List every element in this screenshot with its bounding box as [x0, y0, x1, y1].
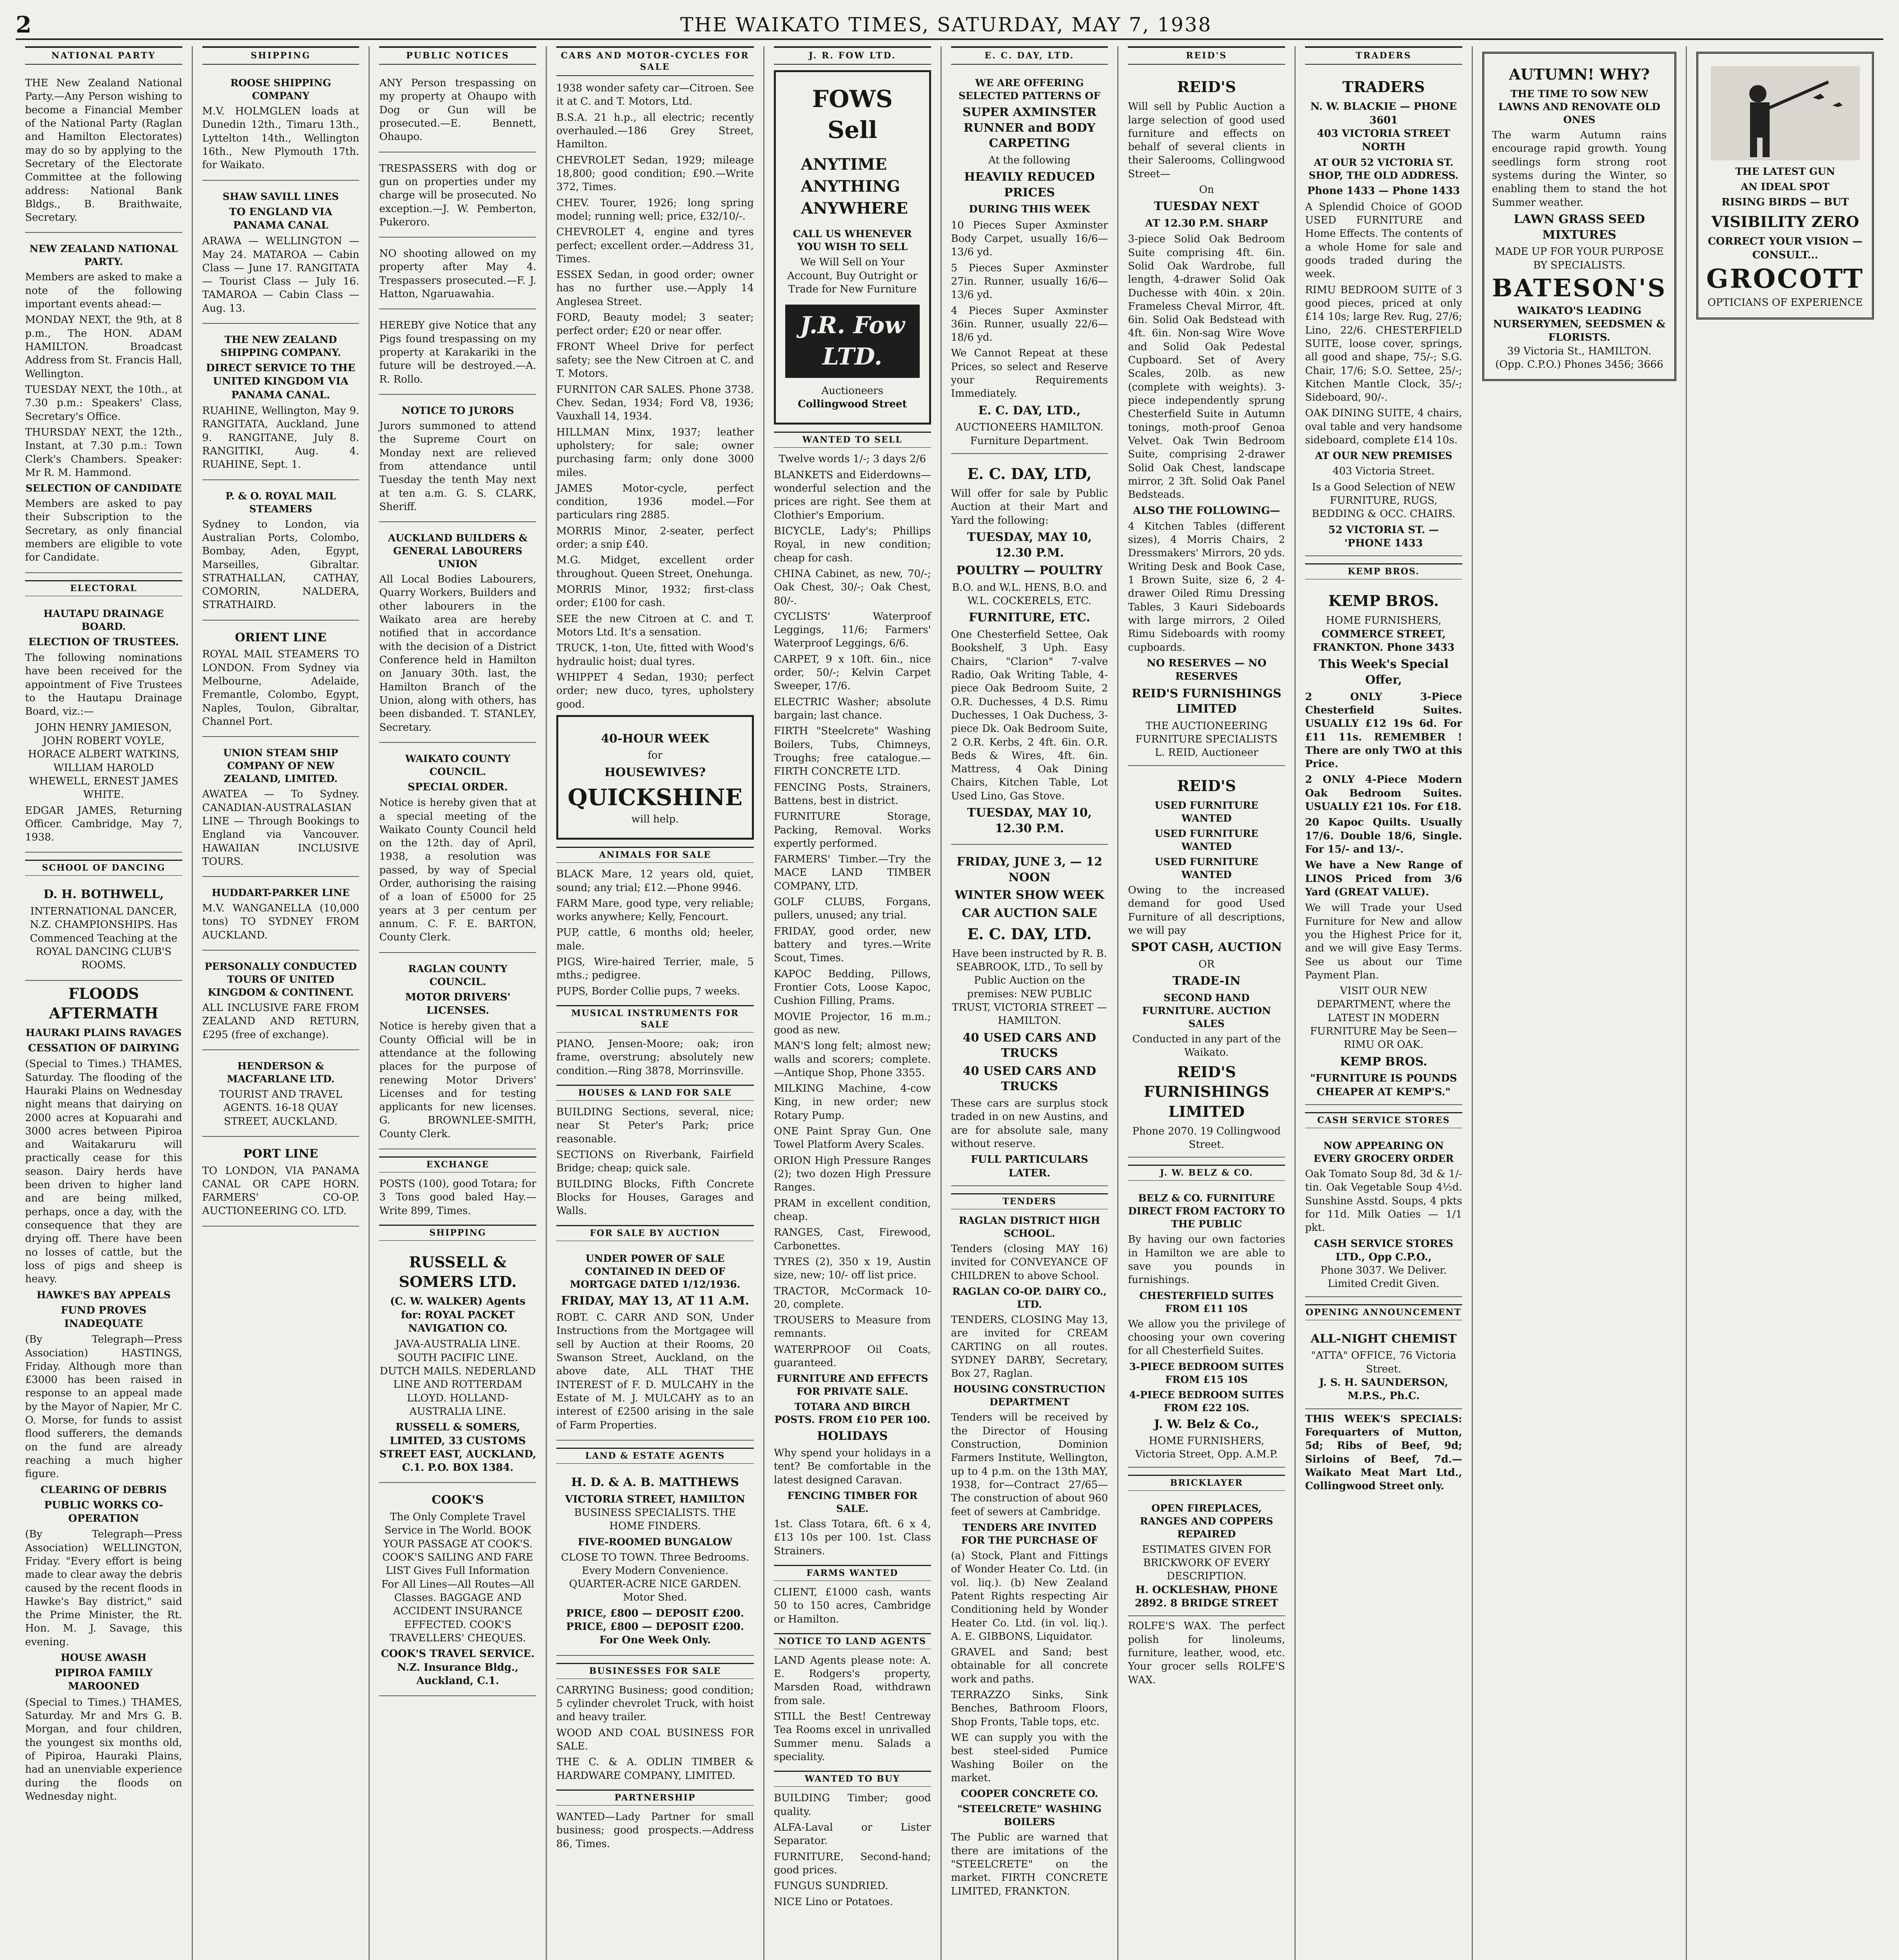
section-head: WANTED TO SELL — [774, 432, 931, 448]
column-head: CARS AND MOTOR-CYCLES FOR SALE — [556, 46, 754, 76]
column-head: E. C. DAY, LTD. — [951, 46, 1108, 65]
story-floods: FLOODS AFTERMATH HAURAKI PLAINS RAVAGES CESSATION OF DAIRYING (Special to Times.) THAMES, Saturday. The flooding of the Hauraki Plains on Wednesday night means that dairying on 2000 acres at Kopuarahi and 3000 acres between Pipiroa and Waitakaruru will practically cease for this season. Dairy herds have been driven to higher land and are being milked, perhaps, once a day, with the consequence that they are drying off. There have been no losses of cattle, but the loss of pigs and sheep is heavy. — [25, 984, 182, 1285]
ad-quickshine: 40-HOUR WEEK for HOUSEWIVES? QUICKSHINE will help. — [556, 715, 754, 840]
ad-dancing: D. H. BOTHWELL, INTERNATIONAL DANCER, N.Z. CHAMPIONSHIPS. Has Commenced Teaching at the ROYAL DANCING CLUB'S ROOMS. — [25, 880, 182, 980]
ad-bricklayer: OPEN FIREPLACES, RANGES AND COPPERS REPAIRED ESTIMATES GIVEN FOR BRICKWORK OF EVERY DESCRIPTION. H. OCKLESHAW, PHONE 2892. 8 BRIDGE STREET — [1128, 1495, 1285, 1617]
column-3: PUBLIC NOTICES ANY Person trespassing on my property at Ohaupo with Dog or Gun will be prosecuted.—E. Bennett, Ohaupo. TRESPASSERS with dog or gun on properties under my charge will be prosecuted. No exception.—J. W. Pemberton, Pukeroro. NO shooting allowed on my property after May 4. Trespassers prosecuted.—F. J. Hatton, Ngaruawahia. HEREBY give Notice that any Pigs found trespassing on my property at Karakariki in the future will be destroyed.—A. R. Rollo. NOTICE TO JURORS Jurors summoned to attend the Supreme Court on Monday next are relieved from attendance until Tuesday the tenth May next at ten a.m. G. S. CLARK, Sheriff. AUCKLAND BUILDERS & GENERAL LABOURERS UNION All Local Bodies Labourers, Quarry Workers, Builders and other labourers in the Waikato area are hereby notified that in accordance with the decision of a District Conference held in Hamilton on January 30th. last, the Hamilton Branch of the Union, along with others, has been disbanded. T. STANLEY, Secretary. WAIKATO COUNTY COUNCIL. SPECIAL ORDER. Notice is hereby given that at a special meeting of the Waikato County Council held on the 12th. day of April, 1938, a resolution was passed, by way of Special Order, authorising the raising of a loan of £5000 for 25 years at 3 per centum per annum. C. F. E. BARTON, County Clerk. RAGLAN COUNTY COUNCIL. MOTOR DRIVERS' LICENSES. Notice is hereby given that a County Official will be in attendance at the following places for the purpose of renewing Motor Drivers' Licenses and for testing applicants for new licenses. G. BROWNLEE-SMITH, County Clerk. EXCHANGE POSTS (100), good Totara; for 3 Tons good baled Hay.—Write 899, Times. SHIPPING RUSSELL & SOMERS LTD. (C. W. WALKER) Agents for: ROYAL PACKET NAVIGATION CO. JAVA-AUSTRALIA LINE. SOUTH PACIFIC LINE. DUTCH MAILS. NEDERLAND LINE AND ROTTERDAM LLOYD. HOLLAND-AUSTRALIA LINE. RUSSELL & SOMERS, LIMITED, 33 CUSTOMS STREET EAST, AUCKLAND, C.1. P.O. BOX 1384. COOK'S The Only Complete Travel Service in The World. BOOK YOUR PASSAGE AT COOK'S. COOK'S SAILING AND FARE LIST Gives Full Information For All Lines—All Routes—All Classes. BAGGAGE AND ACCIDENT INSURANCE EFFECTED. COOK'S TRAVELLERS' CHEQUES. COOK'S TRAVEL SERVICE. N.Z. Insurance Bldg., Auckland, C.1. — [370, 46, 547, 1960]
section-head: BUSINESSES FOR SALE — [556, 1663, 754, 1679]
notice-jurors: NOTICE TO JURORS Jurors summoned to attend the Supreme Court on Monday next are relieved from attendance until Tuesday the tenth May next at ten a.m. G. S. CLARK, Sheriff. — [379, 398, 536, 522]
ad-cooks: COOK'S The Only Complete Travel Service in The World. BOOK YOUR PASSAGE AT COOK'S. COOK'S SAILING AND FARE LIST Gives Full Information For All Lines—All Routes—All Classes. BAGGAGE AND ACCIDENT INSURANCE EFFECTED. COOK'S TRAVELLERS' CHEQUES. COOK'S TRAVEL SERVICE. N.Z. Insurance Bldg., Auckland, C.1. — [379, 1486, 536, 1696]
columns — [16, 46, 1883, 1960]
section-head: ANIMALS FOR SALE — [556, 847, 754, 863]
notice-raglan-county: RAGLAN COUNTY COUNCIL. MOTOR DRIVERS' LICENSES. Notice is hereby given that a County Official will be in attendance at the following places for the purpose of renewing Motor Drivers' Licenses and for testing applicants for new licenses. G. BROWNLEE-SMITH, County Clerk. — [379, 956, 536, 1149]
notice-pigs: HEREBY give Notice that any Pigs found trespassing on my property at Karakariki in the future will be destroyed.—A. R. Rollo. — [379, 312, 536, 395]
column-4: CARS AND MOTOR-CYCLES FOR SALE 1938 wonder safety car—Citroen. See it at C. and T. Motors, Ltd. B.S.A. 21 h.p., all electric; recently overhauled.—186 Grey Street, Hamilton. CHEVROLET Sedan, 1929; mileage 18,800; good condition; £90.—Write 372, Times. CHEV. Tourer, 1926; long spring model; running well; price, £32/10/-. CHEVROLET 4, engine and tyres perfect; excellent order.—Address 31, Times. ESSEX Sedan, in good order; owner has no further use.—Apply 14 Anglesea Street. FORD, Beauty model; 3 seater; perfect order; £20 or near offer. FRONT Wheel Drive for perfect safety; see the New Citroen at C. and T. Motors. FURNITON CAR SALES. Phone 3738. Chev. Sedan, 1934; Ford V8, 1936; Vauxhall 14, 1934. HILLMAN Minx, 1937; leather upholstery; for sale; owner purchasing farm; only done 3000 miles. JAMES Motor-cycle, perfect condition, 1936 model.—For particulars ring 2885. MORRIS Minor, 2-seater, perfect order; a snip £40. M.G. Midget, excellent order throughout. Queen Street, Onehunga. MORRIS Minor, 1932; first-class order; £100 for cash. SEE the new Citroen at C. and T. Motors Ltd. It's a sensation. TRUCK, 1-ton, Ute, fitted with Wood's hydraulic hoist; dual tyres. WHIPPET 4 Sedan, 1930; perfect order; new duco, tyres, upholstery good. 40-HOUR WEEK for HOUSEWIVES? QUICKSHINE will help. ANIMALS FOR SALE BLACK Mare, 12 years old, quiet, sound; any trial; £12.—Phone 9946. FARM Mare, good type, very reliable; works anywhere; Kelly, Fencourt. PUP, cattle, 6 months old; heeler, male. PIGS, Wire-haired Terrier, male, 5 mths.; pedigree. PUPS, Border Collie pups, 7 weeks. MUSICAL INSTRUMENTS FOR SALE PIANO, Jensen-Moore; oak; iron frame, overstrung; absolutely new condition.—Ring 3878, Morrinsville. HOUSES & LAND FOR SALE BUILDING Sections, several, nice; near St Peter's Park; price reasonable. SECTIONS on Riverbank, Fairfield Bridge; cheap; quick sale. BUILDING Blocks, Fifth Concrete Blocks for Houses, Garages and Walls. FOR SALE BY AUCTION UNDER POWER OF SALE CONTAINED IN DEED OF MORTGAGE DATED 1/12/1936. FRIDAY, MAY 13, AT 11 A.M. ROBT. C. CARR AND SON, Under Instructions from the Mortgagee will sell by Auction at their Rooms, 20 Swanson Street, Auckland, on the above date, ALL THAT THE INTEREST of F. D. MULCAHY in the Estate of M. J. MULCAHY as to an interest of £2500 arising in the sale of Farm Properties. LAND & ESTATE AGENTS H. D. & A. B. MATTHEWS VICTORIA STREET, HAMILTON BUSINESS SPECIALISTS. THE HOME FINDERS. FIVE-ROOMED BUNGALOW CLOSE TO TOWN. Three Bedrooms. Every Modern Convenience. QUARTER-ACRE NICE GARDEN. Motor Shed. PRICE, £800 — DEPOSIT £200. PRICE, £800 — DEPOSIT £200. For One Week Only. BUSINESSES FOR SALE CARRYING Business; good condition; 5 cylinder chevrolet Truck, with hoist and heavy trailer. WOOD AND COAL BUSINESS FOR SALE. THE C. & A. ODLIN TIMBER & HARDWARE COMPANY, LIMITED. PARTNERSHIP WANTED—Lady Partner for small business; good prospects.—Address 86, Times. — [547, 46, 764, 1960]
column-head: TRADERS — [1305, 46, 1462, 65]
section-head: LAND & ESTATE AGENTS — [556, 1448, 754, 1464]
story-hawkes-bay: HAWKE'S BAY APPEALS FUND PROVES INADEQUATE (By Telegraph—Press Association) HASTINGS, Friday. Although more than £3000 has been raised in response to an appeal made by the Mayor of Napier, Mr C. O. Morse, for funds to assist flood sufferers, the demands on the fund are already reaching a much higher figure. — [25, 1289, 182, 1480]
ad-belz: BELZ & CO. FURNITURE DIRECT FROM FACTORY TO THE PUBLIC By having our own factories in Hamilton we are able to save you pounds in furnishings. CHESTERFIELD SUITES FROM £11 10S We allow you the privilege of choosing your own covering for all Chesterfield Suites. 3-PIECE BEDROOM SUITES FROM £15 10S 4-PIECE BEDROOM SUITES FROM £22 10S. J. W. Belz & Co., HOME FURNISHERS, Victoria Street, Opp. A.M.P. — [1128, 1185, 1285, 1467]
section-head: KEMP BROS. — [1305, 563, 1462, 579]
section-head: PARTNERSHIP — [556, 1789, 754, 1806]
column-10 — [1687, 46, 1883, 1960]
column-9 — [1473, 46, 1687, 1960]
page-number: 2 — [16, 11, 32, 38]
ad-huddart-parker: HUDDART-PARKER LINE M.V. WANGANELLA (10,000 tons) TO SYDNEY FROM AUCKLAND. — [202, 880, 359, 951]
ad-kemp-bros: KEMP BROS. HOME FURNISHERS, COMMERCE STREET, FRANKTON. Phone 3433 This Week's Special Offer, 2 ONLY 3-Piece Chesterfield Suites. USUALLY £12 19s 6d. For £11 11s. REMEMBER ! There are only TWO at this Price. 2 ONLY 4-Piece Modern Oak Bedroom Suites. USUALLY £21 10s. For £18. 20 Kapoc Quilts. Usually 17/6. Double 18/6, Single. For 15/- and 13/-. We have a New Range of LINOS Priced from 3/6 Yard (GREAT VALUE). We will Trade your Used Furniture for New and allow you the Highest Price for it, and we will give Easy Terms. See us about our Time Payment Plan. VISIT OUR NEW DEPARTMENT, where the LATEST IN MODERN FURNITURE May be Seen—RIMU OR OAK. KEMP BROS. "FURNITURE IS POUNDS CHEAPER AT KEMP'S." — [1305, 584, 1462, 1105]
section-head: HOUSES & LAND FOR SALE — [556, 1085, 754, 1101]
notice-trespass-2: TRESPASSERS with dog or gun on properties under my charge will be prosecuted. No exception.—J. W. Pemberton, Pukeroro. — [379, 156, 536, 238]
notice-builders-union: AUCKLAND BUILDERS & GENERAL LABOURERS UNION All Local Bodies Labourers, Quarry Workers, Builders and other labourers in the Waikato area are hereby notified that in accordance with the decision of a District Conference held in Hamilton on January 30th. last, the Hamilton Branch of the Union, along with others, has been disbanded. T. STANLEY, Secretary. — [379, 525, 536, 743]
column-head: NATIONAL PARTY — [25, 46, 182, 65]
section-head: SCHOOL OF DANCING — [25, 860, 182, 876]
section-head: WANTED TO BUY — [774, 1771, 931, 1787]
ad-traders: TRADERS N. W. BLACKIE — PHONE 3601 403 VICTORIA STREET NORTH AT OUR 52 VICTORIA ST. SHOP, THE OLD ADDRESS. Phone 1433 — Phone 1433 A Splendid Choice of GOOD USED FURNITURE and Home Effects. The contents of a whole Home for sale and goods traded during the week. RIMU BEDROOM SUITE of 3 good pieces, priced at only £14 10s; large Rev. Rug, 27/6; Lino, 22/6. CHESTERFIELD SUITE, loose cover, springs, all good and shape, 75/-; S.G. Chair, 17/6; S.O. Settee, 25/-; Kitchen Mantle Clock, 35/-; Sideboard, 90/-. OAK DINING SUITE, 4 chairs, oval table and very handsome sideboard, complete £14 10s. AT OUR NEW PREMISES 403 Victoria Street. Is a Good Selection of NEW FURNITURE, RUGS, BEDDING & OCC. CHAIRS. 52 VICTORIA ST. — 'PHONE 1433 — [1305, 70, 1462, 556]
ad-cash-service: NOW APPEARING ON EVERY GROCERY ORDER Oak Tomato Soup 8d, 3d & 1/- tin. Oak Vegetable Soup 4½d. Sunshine Asstd. Soups, 4 pkts for 11d. Milk Oaties — 1/1 pkt. CASH SERVICE STORES LTD., Opp C.P.O., Phone 3037. We Deliver. Limited Credit Given. — [1305, 1133, 1462, 1297]
column-8: TRADERS TRADERS N. W. BLACKIE — PHONE 3601 403 VICTORIA STREET NORTH AT OUR 52 VICTORIA ST. SHOP, THE OLD ADDRESS. Phone 1433 — Phone 1433 A Splendid Choice of GOOD USED FURNITURE and Home Effects. The contents of a whole Home for sale and goods traded during the week. RIMU BEDROOM SUITE of 3 good pieces, priced at only £14 10s; large Rev. Rug, 27/6; Lino, 22/6. CHESTERFIELD SUITE, loose cover, springs, all good and shape, 75/-; S.G. Chair, 17/6; S.O. Settee, 25/-; Kitchen Mantle Clock, 35/-; Sideboard, 90/-. OAK DINING SUITE, 4 chairs, oval table and very handsome sideboard, complete £14 10s. AT OUR NEW PREMISES 403 Victoria Street. Is a Good Selection of NEW FURNITURE, RUGS, BEDDING & OCC. CHAIRS. 52 VICTORIA ST. — 'PHONE 1433 KEMP BROS. KEMP BROS. HOME FURNISHERS, COMMERCE STREET, FRANKTON. Phone 3433 This Week's Special Offer, 2 ONLY 3-Piece Chesterfield Suites. USUALLY £12 19s 6d. For £11 11s. REMEMBER ! There are only TWO at this Price. 2 ONLY 4-Piece Modern Oak Bedroom Suites. USUALLY £21 10s. For £18. 20 Kapoc Quilts. Usually 17/6. Double 18/6, Single. For 15/- and 13/-. We have a New Range of LINOS Priced from 3/6 Yard (GREAT VALUE). We will Trade your Used Furniture for New and allow you the Highest Price for it, and we will give Easy Terms. See us about our Time Payment Plan. VISIT OUR NEW DEPARTMENT, where the LATEST IN MODERN FURNITURE May be Seen—RIMU OR OAK. KEMP BROS. "FURNITURE IS POUNDS CHEAPER AT KEMP'S." CASH SERVICE STORES NOW APPEARING ON EVERY GROCERY ORDER Oak Tomato Soup 8d, 3d & 1/- tin. Oak Vegetable Soup 4½d. Sunshine Asstd. Soups, 4 pkts for 11d. Milk Oaties — 1/1 pkt. CASH SERVICE STORES LTD., Opp C.P.O., Phone 3037. We Deliver. Limited Credit Given. OPENING ANNOUNCEMENT ALL-NIGHT CHEMIST "ATTA" OFFICE, 76 Victoria Street. J. S. H. SAUNDERSON, M.P.S., Ph.C. THIS WEEK'S SPECIALS: Forequarters of Mutton, 5d; Ribs of Beef, 9d; Sirloins of Beef, 7d.—Waikato Meat Mart Ltd., Collingwood Street only. — [1296, 46, 1473, 1960]
column-6: E. C. DAY, LTD. WE ARE OFFERING SELECTED PATTERNS OF SUPER AXMINSTER RUNNER and BODY CARPETING At the following HEAVILY REDUCED PRICES DURING THIS WEEK 10 Pieces Super Axminster Body Carpet, usually 16/6—13/6 yd. 5 Pieces Super Axminster 27in. Runner, usually 16/6—13/6 yd. 4 Pieces Super Axminster 36in. Runner, usually 22/6—18/6 yd. We Cannot Repeat at these Prices, so select and Reserve your Requirements Immediately. E. C. DAY, LTD., AUCTIONEERS HAMILTON. Furniture Department. E. C. DAY, LTD, Will offer for sale by Public Auction at their Mart and Yard the following: TUESDAY, MAY 10, 12.30 P.M. POULTRY — POULTRY B.O. and W.L. HENS, B.O. and W.L. COCKERELS, ETC. FURNITURE, ETC. One Chesterfield Settee, Oak Bookshelf, 3 Uph. Easy Chairs, "Clarion" 7-valve Radio, Oak Writing Table, 4-piece Oak Bedroom Suite, 2 O.R. Duchesses, 4 D.S. Rimu Duchesses, 1 Oak Duchess, 3-piece Dk. Oak Bedroom Suite, 2 O.R. Kerbs, 2 4ft. 6in. O.R. Beds & Wires, 4ft. 6in. Mattress, 4 Oak Dining Chairs, Kitchen Table, Lot Used Lino, Gas Stove. TUESDAY, MAY 10, 12.30 P.M. FRIDAY, JUNE 3, — 12 NOON WINTER SHOW WEEK CAR AUCTION SALE E. C. DAY, LTD. Have been instructed by R. B. SEABROOK, LTD., To sell by Public Auction on the premises: NEW PUBLIC TRUST, VICTORIA STREET — HAMILTON. 40 USED CARS AND TRUCKS 40 USED CARS AND TRUCKS These cars are surplus stock traded in on new Austins, and are for absolute sale, many without reserve. FULL PARTICULARS LATER. TENDERS RAGLAN DISTRICT HIGH SCHOOL. Tenders (closing MAY 16) invited for CONVEYANCE OF CHILDREN to above School. RAGLAN CO-OP. DAIRY CO., LTD. TENDERS, CLOSING May 13, are invited for CREAM CARTING on all routes. SYDNEY DARBY, Secretary, Box 27, Raglan. HOUSING CONSTRUCTION DEPARTMENT Tenders will be received by the Director of Housing Construction, Dominion Farmers Institute, Wellington, up to 4 p.m. on the 13th MAY, 1938, for—Contract 27/65—The construction of about 960 feet of sewers at Cambridge. TENDERS ARE INVITED FOR THE PURCHASE OF (a) Stock, Plant and Fittings of Wonder Heater Co. Ltd. (in vol. liq.). (b) New Zealand Patent Rights respecting Air Conditioning held by Wonder Heater Co. Ltd. (in vol. liq.). A. E. GIBBONS, Liquidator. GRAVEL and Sand; best obtainable for all concrete work and paths. TERRAZZO Sinks, Sink Benches, Bathroom Floors, Shop Fronts, Table tops, etc. WE can supply you with the best steel-sided Pumice Washing Boiler on the market. COOPER CONCRETE CO. "STEELCRETE" WASHING BOILERS The Public are warned that there are imitations of the "STEELCRETE" on the market. FIRTH CONCRETE LIMITED, FRANKTON. — [942, 46, 1119, 1960]
masthead — [16, 11, 1883, 40]
ad-national-party: THE New Zealand National Party.—Any Person wishing to become a Financial Member of the National Party (Raglan and Hamilton Electorates) may do so by applying to the Secretary of the Electorate Committee at the following address: National Bank Bldgs., B. Braithwaite, Secretary. — [25, 70, 182, 233]
section-head: J. W. BELZ & CO. — [1128, 1165, 1285, 1181]
ad-port-line: PORT LINE TO LONDON, VIA PANAMA CANAL OR CAPE HORN. FARMERS' CO-OP. AUCTIONEERING CO. LTD. — [202, 1140, 359, 1227]
story-house-awash: HOUSE AWASH PIPIROA FAMILY MAROONED (Special to Times.) THAMES, Saturday. Mr and Mrs G. B. Morgan, and four children, the youngest six months old, of Pipiroa, Hauraki Plains, had an unenviable experience during the floods on Wednesday night. — [25, 1652, 182, 1802]
ad-chemist: ALL-NIGHT CHEMIST "ATTA" OFFICE, 76 Victoria Street. J. S. H. SAUNDERSON, M.P.S., Ph.C. — [1305, 1325, 1462, 1409]
anything-list: ANYTIME ANYTHING ANYWHERE — [801, 155, 908, 218]
section-head: CASH SERVICE STORES — [1305, 1112, 1462, 1128]
column-head: SHIPPING — [202, 46, 359, 65]
ad-conducted-tours: PERSONALLY CONDUCTED TOURS OF UNITED KINGDOM & CONTINENT. ALL INCLUSIVE FARE FROM ZEALAND AND RETURN, £295 (free of exchange). — [202, 954, 359, 1050]
ad-matthews: H. D. & A. B. MATTHEWS VICTORIA STREET, HAMILTON BUSINESS SPECIALISTS. THE HOME FINDERS. FIVE-ROOMED BUNGALOW CLOSE TO TOWN. Three Bedrooms. Every Modern Convenience. QUARTER-ACRE NICE GARDEN. Motor Shed. PRICE, £800 — DEPOSIT £200. PRICE, £800 — DEPOSIT £200. For One Week Only. — [556, 1468, 754, 1656]
ad-ec-day-auction: E. C. DAY, LTD, Will offer for sale by Public Auction at their Mart and Yard the following: TUESDAY, MAY 10, 12.30 P.M. POULTRY — POULTRY B.O. and W.L. HENS, B.O. and W.L. COCKERELS, ETC. FURNITURE, ETC. One Chesterfield Settee, Oak Bookshelf, 3 Uph. Easy Chairs, "Clarion" 7-valve Radio, Oak Writing Table, 4-piece Oak Bedroom Suite, 2 O.R. Duchesses, 4 D.S. Rimu Duchesses, 1 Oak Duchess, 3-piece Dk. Oak Bedroom Suite, 2 O.R. Kerbs, 2 4ft. 6in. O.R. Beds & Wires, 4ft. 6in. Mattress, 4 Oak Dining Chairs, Kitchen Table, Lot Used Lino, Gas Stove. TUESDAY, MAY 10, 12.30 P.M. — [951, 457, 1108, 845]
ad-ec-day-carpets: WE ARE OFFERING SELECTED PATTERNS OF SUPER AXMINSTER RUNNER and BODY CARPETING At the following HEAVILY REDUCED PRICES DURING THIS WEEK 10 Pieces Super Axminster Body Carpet, usually 16/6—13/6 yd. 5 Pieces Super Axminster 27in. Runner, usually 16/6—13/6 yd. 4 Pieces Super Axminster 36in. Runner, usually 22/6—18/6 yd. We Cannot Repeat at these Prices, so select and Reserve your Requirements Immediately. E. C. DAY, LTD., AUCTIONEERS HAMILTON. Furniture Department. — [951, 70, 1108, 454]
ad-roose-shipping: ROOSE SHIPPING COMPANY M.V. HOLMGLEN loads at Dunedin 12th., Timaru 13th., Lyttelton 14th., Wellington 16th., New Plymouth 17th. for Waikato. — [202, 70, 359, 181]
section-head: BRICKLAYER — [1128, 1475, 1285, 1491]
hunter-illustration — [1706, 66, 1864, 160]
ad-union-steam-ship: UNION STEAM SHIP COMPANY OF NEW ZEALAND, LIMITED. AWATEA — To Sydney. CANADIAN-AUSTRALASIAN LINE — Through Bookings to England via Vancouver. HAWAIIAN INCLUSIVE TOURS. — [202, 740, 359, 877]
column-1 — [16, 46, 193, 1960]
ad-p-and-o: P. & O. ROYAL MAIL STEAMERS Sydney to London, via Australian Ports, Colombo, Bombay, Aden, Egypt, Marseilles, Gibraltar. STRATHALLAN, CATHAY, COMORIN, NALDERA, STRATHAIRD. — [202, 483, 359, 621]
notice-shooting: NO shooting allowed on my property after May 4. Trespassers prosecuted.—F. J. Hatton, Ngaruawahia. — [379, 241, 536, 309]
ad-bateson: AUTUMN! WHY? THE TIME TO SOW NEW LAWNS AND RENOVATE OLD ONES The warm Autumn rains encourage rapid growth. Young seedlings form strong root systems during the Winter, so enabling them to stand the hot Summer weather. LAWN GRASS SEED MIXTURES MADE UP FOR YOUR PURPOSE BY SPECIALISTS. BATESON'S WAIKATO'S LEADING NURSERYMEN, SEEDSMEN & FLORISTS. 39 Victoria St., HAMILTON. (Opp. C.P.O.) Phones 3456; 3666 — [1482, 52, 1677, 381]
ad-reids-wanted: REID'S USED FURNITURE WANTED USED FURNITURE WANTED USED FURNITURE WANTED Owing to the increased demand for good Used Furniture of all descriptions, we will pay SPOT CASH, AUCTION OR TRADE-IN SECOND HAND FURNITURE. AUCTION SALES Conducted in any part of the Waikato. REID'S FURNISHINGS LIMITED Phone 2070. 19 Collingwood Street. — [1128, 769, 1285, 1158]
ad-hautapu-drainage: HAUTAPU DRAINAGE BOARD. ELECTION OF TRUSTEES. The following nominations have been received for the appointment of Five Trustees to the Hautapu Drainage Board, viz.:— JOHN HENRY JAMIESON, JOHN ROBERT VOYLE, HORACE ALBERT WATKINS, WILLIAM HAROLD WHEWELL, ERNEST JAMES WHITE. EDGAR JAMES, Returning Officer. Cambridge, May 7, 1938. — [25, 601, 182, 853]
column-head: REID'S — [1128, 46, 1285, 65]
column-5: J. R. FOW LTD. FOWS Sell ANYTIME ANYTHING ANYWHERE CALL US WHENEVER YOU WISH TO SELL We Will Sell on Your Account, Buy Outright or Trade for New Furniture J.R. Fow LTD. Auctioneers Collingwood Street WANTED TO SELL Twelve words 1/-; 3 days 2/6 BLANKETS and Eiderdowns—wonderful selection and the prices are right. See them at Clothier's Emporium. BICYCLE, Lady's; Phillips Royal, in new condition; cheap for cash. CHINA Cabinet, as new, 70/-; Oak Chest, 30/-; Oak Chest, 80/-. CYCLISTS' Waterproof Leggings, 11/6; Farmers' Waterproof Leggings, 6/6. CARPET, 9 x 10ft. 6in., nice order, 50/-; Kelvin Carpet Sweeper, 17/6. ELECTRIC Washer; absolute bargain; last chance. FIRTH "Steelcrete" Washing Boilers, Tubs, Chimneys, Troughs; free catalogue.—FIRTH CONCRETE LTD. FENCING Posts, Strainers, Battens, best in district. FURNITURE Storage, Packing, Removal. Works expertly performed. FARMERS' Timber.—Try the MACE LAND TIMBER COMPANY, LTD. GOLF CLUBS, Forgans, pullers, unused; any trial. FRIDAY, good order, new battery and tyres.—Write Scout, Times. KAPOC Bedding, Pillows, Frontier Cots, Loose Kapoc, Cushion Filling, Prams. MOVIE Projector, 16 m.m.; good as new. MAN'S long felt; almost new; walls and scorers; complete.—Antique Shop, Phone 3355. MILKING Machine, 4-cow King, in new order; new Rotary Pump. ONE Paint Spray Gun. One Towel Platform Avery Scales. ORION High Pressure Ranges (2); two dozen High Pressure Ranges. PRAM in excellent condition, cheap. RANGES, Cast, Firewood, Carbonettes. TYRES (2), 350 x 19, Austin size, new; 10/- off list price. TRACTOR, McCormack 10-20, complete. TROUSERS to Measure from remnants. WATERPROOF Oil Coats, guaranteed. FURNITURE AND EFFECTS FOR PRIVATE SALE. TOTARA AND BIRCH POSTS. FROM £10 PER 100. HOLIDAYS Why spend your holidays in a tent? Be comfortable in the latest designed Caravan. FENCING TIMBER FOR SALE. 1st. Class Totara, 6ft. 6 x 4, £13 10s per 100. 1st. Class Strainers. FARMS WANTED CLIENT, £1000 cash, wants 50 to 150 acres, Cambridge or Hamilton. NOTICE TO LAND AGENTS LAND Agents please note: A. E. Rodgers's property, Marsden Road, withdrawn from sale. STILL the Best! Centreway Tea Rooms excel in unrivalled Summer menu. Salads a speciality. WANTED TO BUY BUILDING Timber; good quality. ALFA-Laval or Lister Separator. FURNITURE, Second-hand; good prices. FUNGUS SUNDRIED. NICE Lino or Potatoes. — [764, 46, 942, 1960]
section-head: EXCHANGE — [379, 1156, 536, 1172]
section-head: NOTICE TO LAND AGENTS — [774, 1633, 931, 1649]
notice-trespass-1: ANY Person trespassing on my property at Ohaupo with Dog or Gun will be prosecuted.—E. Bennett, Ohaupo. — [379, 70, 536, 152]
fow-logo: J.R. Fow LTD. — [785, 305, 920, 377]
ad-fows: FOWS Sell ANYTIME ANYTHING ANYWHERE CALL US WHENEVER YOU WISH TO SELL We Will Sell on Your Account, Buy Outright or Trade for New Furniture J.R. Fow LTD. Auctioneers Collingwood Street — [774, 70, 931, 425]
notice-waikato-county: WAIKATO COUNTY COUNCIL. SPECIAL ORDER. Notice is hereby given that at a special meeting of the Waikato County Council held on the 12th. day of April, 1938, a resolution was passed, by way of Special Order, authorising the raising of a loan of £5000 for 25 years at 3 per centum per annum. C. F. E. BARTON, County Clerk. — [379, 746, 536, 953]
section-head: OPENING ANNOUNCEMENT — [1305, 1304, 1462, 1320]
column-7: REID'S REID'S Will sell by Public Auction a large selection of good used furniture and effects on behalf of several clients in their Salerooms, Collingwood Street— On TUESDAY NEXT AT 12.30 P.M. SHARP 3-piece Solid Oak Bedroom Suite comprising 4ft. 6in. Solid Oak Wardrobe, full length, 4-drawer Solid Oak Duchesse with 40in. x 20in. Frameless Cheval Mirror, 4ft. 6in. Solid Oak Bedstead with 4ft. 6in. Non-sag Wire Wove and Solid Oak Pedestal Cupboard. Set of Avery Scales, 20lb. as new (complete with weights). 3-piece independently sprung Chesterfield Suite in Autumn tonings, moth-proof Genoa Velvet. Oak Twin Bedroom Suite, comprising 2-drawer Solid Oak Chest, landscape mirror, 2 3ft. Solid Oak Panel Bedsteads. ALSO THE FOLLOWING— 4 Kitchen Tables (different sizes), 4 Morris Chairs, 2 Dressmakers' Mirrors, 20 yds. Writing Desk and Book Case, 1 Brown Suite, size 6, 2 4-drawer Oiled Rimu Dressing Tables, 3 Kauri Sideboards with large mirrors, 2 Oiled Rimu Sideboards with roomy cupboards. NO RESERVES — NO RESERVES REID'S FURNISHINGS LIMITED THE AUCTIONEERING FURNITURE SPECIALISTS L. REID, Auctioneer REID'S USED FURNITURE WANTED USED FURNITURE WANTED USED FURNITURE WANTED Owing to the increased demand for good Used Furniture of all descriptions, we will pay SPOT CASH, AUCTION OR TRADE-IN SECOND HAND FURNITURE. AUCTION SALES Conducted in any part of the Waikato. REID'S FURNISHINGS LIMITED Phone 2070. 19 Collingwood Street. J. W. BELZ & CO. BELZ & CO. FURNITURE DIRECT FROM FACTORY TO THE PUBLIC By having our own factories in Hamilton we are able to save you pounds in furnishings. CHESTERFIELD SUITES FROM £11 10S We allow you the privilege of choosing your own covering for all Chesterfield Suites. 3-PIECE BEDROOM SUITES FROM £15 10S 4-PIECE BEDROOM SUITES FROM £22 10S. J. W. Belz & Co., HOME FURNISHERS, Victoria Street, Opp. A.M.P. BRICKLAYER OPEN FIREPLACES, RANGES AND COPPERS REPAIRED ESTIMATES GIVEN FOR BRICKWORK OF EVERY DESCRIPTION. H. OCKLESHAW, PHONE 2892. 8 BRIDGE STREET ROLFE'S WAX. The perfect polish for linoleums, furniture, leather, wood, etc. Your grocer sells ROLFE'S WAX. — [1118, 46, 1296, 1960]
ad-grocott: THE LATEST GUN AN IDEAL SPOT RISING BIRDS — BUT VISIBILITY ZERO CORRECT YOUR VISION — CONSULT... GROCOTT OPTICIANS OF EXPERIENCE — [1696, 52, 1874, 319]
ad-reids-auction: REID'S Will sell by Public Auction a large selection of good used furniture and effects on behalf of several clients in their Salerooms, Collingwood Street— On TUESDAY NEXT AT 12.30 P.M. SHARP 3-piece Solid Oak Bedroom Suite comprising 4ft. 6in. Solid Oak Wardrobe, full length, 4-drawer Solid Oak Duchesse with 40in. x 20in. Frameless Cheval Mirror, 4ft. 6in. Solid Oak Bedstead with 4ft. 6in. Non-sag Wire Wove and Solid Oak Pedestal Cupboard. Set of Avery Scales, 20lb. as new (complete with weights). 3-piece independently sprung Chesterfield Suite in Autumn tonings, moth-proof Genoa Velvet. Oak Twin Bedroom Suite, comprising 2-drawer Solid Oak Chest, landscape mirror, 2 3ft. Solid Oak Panel Bedsteads. ALSO THE FOLLOWING— 4 Kitchen Tables (different sizes), 4 Morris Chairs, 2 Dressmakers' Mirrors, 20 yds. Writing Desk and Book Case, 1 Brown Suite, size 6, 2 4-drawer Oiled Rimu Dressing Tables, 3 Kauri Sideboards with large mirrors, 2 Oiled Rimu Sideboards with roomy cupboards. NO RESERVES — NO RESERVES REID'S FURNISHINGS LIMITED THE AUCTIONEERING FURNITURE SPECIALISTS L. REID, Auctioneer — [1128, 70, 1285, 766]
ad-nz-national-party: NEW ZEALAND NATIONAL PARTY. Members are asked to make a note of the following important events ahead:— MONDAY NEXT, the 9th, at 8 p.m., The HON. ADAM HAMILTON. Broadcast Address from St. Francis Hall, Wellington. TUESDAY NEXT, the 10th., at 7.30 p.m.: Speakers' Class, Secretary's Office. THURSDAY NEXT, the 12th., Instant, at 7.30 p.m.: Town Clerk's Chambers. Speaker: Mr R. M. Hammond. SELECTION OF CANDIDATE Members are asked to pay their Subscription to the Secretary, as only financial members are eligible to vote for Candidate. — [25, 236, 182, 573]
section-head: TENDERS — [951, 1193, 1108, 1209]
ad-shaw-savill: SHAW SAVILL LINES TO ENGLAND VIA PANAMA CANAL ARAWA — WELLINGTON — May 24. MATAROA — Cabin Class — June 17. RANGITATA — Tourist Class — July 16. TAMAROA — Cabin Class — Aug. 13. — [202, 184, 359, 324]
column-head: PUBLIC NOTICES — [379, 46, 536, 65]
ad-mortgage-auction: UNDER POWER OF SALE CONTAINED IN DEED OF MORTGAGE DATED 1/12/1936. FRIDAY, MAY 13, AT 11 A.M. ROBT. C. CARR AND SON, Under Instructions from the Mortgagee will sell by Auction at their Rooms, 20 Swanson Street, Auckland, on the above date, ALL THAT THE INTEREST of F. D. MULCAHY in the Estate of M. J. MULCAHY as to an interest of £2500 arising in the sale of Farm Properties. — [556, 1246, 754, 1441]
section-head: FOR SALE BY AUCTION — [556, 1225, 754, 1241]
hunter-icon — [1711, 66, 1860, 160]
section-head: SHIPPING — [379, 1225, 536, 1241]
ad-henderson-macfarlane: HENDERSON & MACFARLANE LTD. TOURIST AND TRAVEL AGENTS. 16-18 QUAY STREET, AUCKLAND. — [202, 1053, 359, 1137]
masthead-title: THE WAIKATO TIMES, SATURDAY, MAY 7, 1938 — [680, 13, 1212, 36]
column-head: J. R. FOW LTD. — [774, 46, 931, 65]
ad-russell-somers: RUSSELL & SOMERS LTD. (C. W. WALKER) Agents for: ROYAL PACKET NAVIGATION CO. JAVA-AUSTRALIA LINE. SOUTH PACIFIC LINE. DUTCH MAILS. NEDERLAND LINE AND ROTTERDAM LLOYD. HOLLAND-AUSTRALIA LINE. RUSSELL & SOMERS, LIMITED, 33 CUSTOMS STREET EAST, AUCKLAND, C.1. P.O. BOX 1384. — [379, 1245, 536, 1483]
column-2 — [193, 46, 370, 1960]
section-head: FARMS WANTED — [774, 1565, 931, 1581]
section-head: ELECTORAL — [25, 580, 182, 596]
ad-car-auction: FRIDAY, JUNE 3, — 12 NOON WINTER SHOW WEEK CAR AUCTION SALE E. C. DAY, LTD. Have been instructed by R. B. SEABROOK, LTD., To sell by Public Auction on the premises: NEW PUBLIC TRUST, VICTORIA STREET — HAMILTON. 40 USED CARS AND TRUCKS 40 USED CARS AND TRUCKS These cars are surplus stock traded in on new Austins, and are for absolute sale, many without reserve. FULL PARTICULARS LATER. — [951, 848, 1108, 1186]
ad-orient-line: ORIENT LINE ROYAL MAIL STEAMERS TO LONDON. From Sydney via Melbourne, Adelaide, Fremantle, Colombo, Egypt, Naples, Toulon, Gibraltar, Channel Port. — [202, 624, 359, 737]
ad-nz-shipping: THE NEW ZEALAND SHIPPING COMPANY. DIRECT SERVICE TO THE UNITED KINGDOM VIA PANAMA CANAL. RUAHINE, Wellington, May 9. RANGITATA, Auckland, June 9. RANGITANE, July 8. RANGITIKI, Aug. 4. RUAHINE, Sept. 1. — [202, 327, 359, 480]
section-head: MUSICAL INSTRUMENTS FOR SALE — [556, 1005, 754, 1033]
story-debris: CLEARING OF DEBRIS PUBLIC WORKS CO-OPERATION (By Telegraph—Press Association) WELLINGTON, Friday. "Every effort is being made to clear away the debris caused by the recent floods in Hawke's Bay district," said the Prime Minister, the Rt. Hon. M. J. Savage, this evening. — [25, 1484, 182, 1648]
